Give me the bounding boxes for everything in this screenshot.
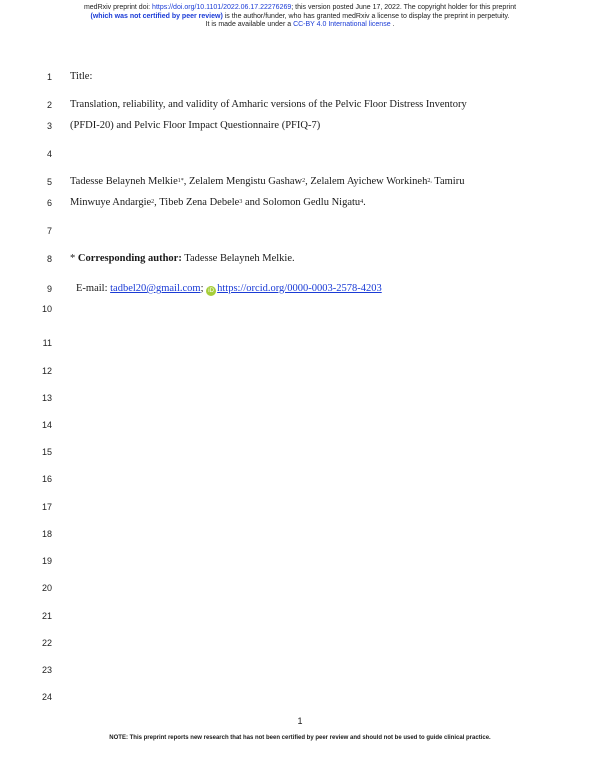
header-line3-suffix: .	[390, 21, 395, 28]
line-number: 15	[41, 447, 52, 457]
line-number: 5	[46, 177, 52, 187]
author-list-line1	[70, 176, 540, 188]
line-number: 8	[46, 254, 52, 264]
line-number: 6	[46, 198, 52, 208]
line-number: 22	[41, 638, 52, 648]
line-number: 3	[46, 121, 52, 131]
line-number: 2	[46, 100, 52, 110]
author-name: Tadesse Belayneh Melkie	[70, 176, 178, 187]
header-prefix: medRxiv preprint doi:	[83, 4, 153, 11]
header-line2: is the author/funder, who has granted medRxiv a license to display the preprint in perpetuity.	[222, 12, 510, 20]
line-number: 12	[41, 366, 52, 376]
line-number: 19	[41, 556, 52, 566]
header-line3-prefix: It is made available under a	[205, 21, 294, 28]
affiliation-marker: 3	[239, 199, 243, 205]
line-number: 7	[46, 226, 52, 236]
email-label: E-mail:	[76, 283, 111, 294]
line-number: 24	[41, 692, 52, 702]
author-name: and Solomon Gedlu Nigatu	[242, 197, 361, 208]
preprint-footer-note: NOTE: This preprint reports new research that has not been certified by peer review and should not be used to guide clinical practice.	[109, 735, 491, 741]
affiliation-marker: 4	[360, 199, 364, 205]
line-number: 17	[41, 502, 52, 512]
author-name: , Tibeb Zena Debele	[154, 197, 240, 208]
author-list-line2	[70, 197, 540, 209]
license-link[interactable]: CC-BY 4.0 International license	[293, 21, 391, 28]
line-number: 23	[41, 665, 52, 675]
author-list-end: .	[363, 197, 366, 208]
affiliation-marker: 2	[151, 199, 155, 205]
email-separator: ;	[200, 283, 207, 294]
email-line	[76, 283, 546, 296]
line-number: 20	[41, 583, 52, 593]
corresponding-star: *	[70, 253, 78, 264]
line-number: 14	[41, 420, 52, 430]
orcid-link[interactable]: https://orcid.org/0000-0003-2578-4203	[217, 283, 382, 294]
author-name: Minwuye Andargie	[70, 197, 152, 208]
corresponding-label: Corresponding author:	[77, 253, 182, 264]
peer-review-notice: (which was not certified by peer review)	[90, 12, 223, 20]
line-number: 21	[41, 611, 52, 621]
line-number: 4	[46, 149, 52, 159]
preprint-header	[0, 4, 600, 30]
line-number: 10	[41, 304, 52, 314]
page-number: 1	[297, 716, 303, 726]
affiliation-marker: 2,	[427, 178, 432, 184]
line-number: 9	[46, 284, 52, 294]
corresponding-name: Tadesse Belayneh Melkie.	[181, 253, 295, 264]
affiliation-marker: 2	[302, 178, 306, 184]
title-label: Title:	[70, 71, 93, 82]
header-line1-suffix: ; this version posted June 17, 2022. The copyright holder for this preprint	[291, 4, 517, 11]
line-number: 13	[41, 393, 52, 403]
email-link[interactable]: tadbel20@gmail.com	[110, 283, 201, 294]
author-name: , Zelalem Ayichew Workineh	[305, 176, 428, 187]
line-number: 11	[42, 338, 52, 348]
line-number: 16	[41, 474, 52, 484]
line-number: 1	[46, 72, 52, 82]
line-number: 18	[41, 529, 52, 539]
paper-title-line2: (PFDI-20) and Pelvic Floor Impact Questionnaire (PFIQ-7)	[70, 120, 321, 131]
paper-title-line1: Translation, reliability, and validity of Amharic versions of the Pelvic Floor Distress Inventory	[70, 99, 467, 110]
orcid-icon[interactable]: iD	[206, 286, 216, 296]
affiliation-marker: 1*	[177, 178, 184, 184]
author-name: Tamiru	[431, 176, 465, 187]
corresponding-author	[70, 253, 540, 265]
author-name: , Zelalem Mengistu Gashaw	[183, 176, 303, 187]
doi-link[interactable]: https://doi.org/10.1101/2022.06.17.22276269	[152, 4, 292, 11]
